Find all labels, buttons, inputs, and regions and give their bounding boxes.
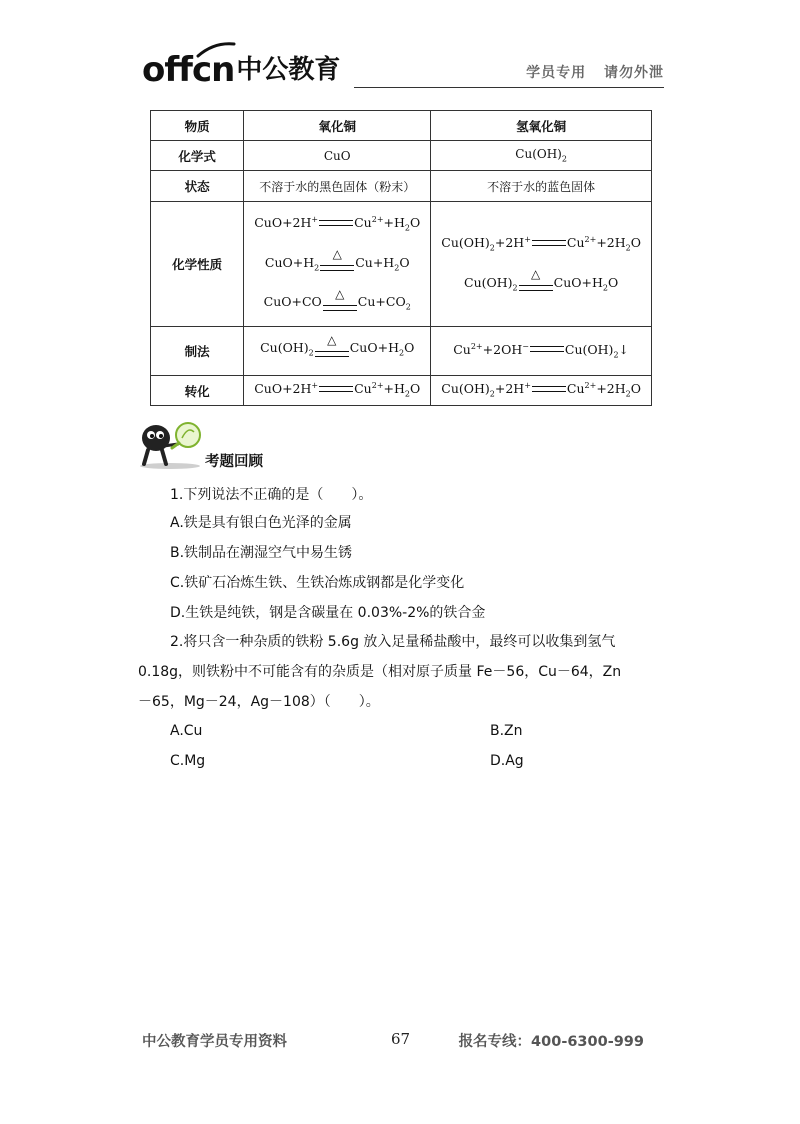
table-row-conversion bbox=[151, 376, 652, 406]
prep-cuoh2 bbox=[431, 327, 652, 376]
col-header-cuo: 氧化铜 bbox=[244, 111, 431, 141]
equation: $CuO+H_2$ △ $Cu+H_2O$ bbox=[264, 247, 410, 273]
copper-compounds-table bbox=[150, 110, 652, 406]
table-row-preparation bbox=[151, 327, 652, 376]
equation: $Cu(OH)_2$ △ $CuO+H_2O$ bbox=[260, 332, 415, 358]
equation: $Cu^{2+}+2OH^-$ $Cu(OH)_2↓$ bbox=[453, 341, 630, 360]
footer-hotline: 报名专线：400-6300-999 bbox=[458, 1034, 644, 1050]
q2-option-d: D.Ag bbox=[490, 753, 524, 769]
page-number: 67 bbox=[391, 1030, 411, 1048]
header-note-members: 学员专用 bbox=[526, 65, 587, 81]
state-cuo: 不溶于水的黑色固体（粉末） bbox=[244, 171, 431, 202]
equation: $Cu(OH)_2$ △ $CuO+H_2O$ bbox=[464, 267, 619, 293]
header-note bbox=[526, 62, 664, 82]
q2-option-b: B.Zn bbox=[490, 723, 523, 739]
q1-option-a: A.铁是具有银白色光泽的金属 bbox=[170, 515, 352, 531]
header-note-confidential: 请勿外泄 bbox=[604, 65, 664, 81]
logo-swoosh-icon bbox=[196, 40, 236, 60]
col-header-cuoh2: 氢氧化铜 bbox=[431, 111, 652, 141]
q2-option-a: A.Cu bbox=[170, 723, 203, 739]
row-header-preparation: 制法 bbox=[151, 327, 244, 376]
formula-cuo: CuO bbox=[244, 141, 431, 171]
table-row-state bbox=[151, 171, 652, 202]
section-title: 考题回顾 bbox=[205, 454, 263, 470]
row-header-chemical-properties: 化学性质 bbox=[151, 202, 244, 327]
prep-cuo bbox=[244, 327, 431, 376]
equation: $Cu(OH)_2+2H^+$ $Cu^{2+}+2H_2O$ bbox=[441, 381, 641, 399]
state-cuoh2: 不溶于水的蓝色固体 bbox=[431, 171, 652, 202]
equation: $Cu(OH)_2+2H^+$ $Cu^{2+}+2H_2O$ bbox=[441, 234, 641, 253]
conv-cuoh2 bbox=[431, 376, 652, 406]
logo-latin-text: offcn bbox=[142, 50, 235, 90]
col-header-substance: 物质 bbox=[151, 111, 244, 141]
table-header-row bbox=[151, 111, 652, 141]
formula-cuoh2: $Cu(OH)_2$ bbox=[431, 141, 652, 171]
q2-stem-line-2: 0.18g，则铁粉中不可能含有的杂质是（相对原子质量 Fe－56，Cu－64，Zn bbox=[138, 664, 622, 680]
chem-props-cuoh2 bbox=[431, 202, 652, 327]
table-row-formula bbox=[151, 141, 652, 171]
equation: CuO+CO △ $Cu+CO_2$ bbox=[263, 286, 411, 312]
row-header-state: 状态 bbox=[151, 171, 244, 202]
q1-option-d: D.生铁是纯铁，钢是含碳量在 0.03%-2%的铁合金 bbox=[170, 605, 486, 621]
mascot-magnifier-icon bbox=[134, 418, 204, 470]
row-header-conversion: 转化 bbox=[151, 376, 244, 406]
footer-left-text: 中公教育学员专用资料 bbox=[142, 1034, 287, 1050]
row-header-formula: 化学式 bbox=[151, 141, 244, 171]
chem-props-cuo bbox=[244, 202, 431, 327]
q1-option-b: B.铁制品在潮湿空气中易生锈 bbox=[170, 545, 353, 561]
page-header bbox=[142, 40, 664, 90]
q2-stem-line-3: －65，Mg－24，Ag－108）（ ）。 bbox=[138, 694, 380, 710]
brand-logo bbox=[142, 40, 340, 90]
q1-option-c: C.铁矿石冶炼生铁、生铁冶炼成钢都是化学变化 bbox=[170, 575, 465, 591]
conv-cuo bbox=[244, 376, 431, 406]
q1-stem: 1.下列说法不正确的是（ ）。 bbox=[170, 487, 373, 503]
equation: CuO+2H+ $Cu^{2+}+H_2O$ bbox=[254, 215, 421, 233]
q2-stem-line-1: 2.将只含一种杂质的铁粉 5.6g 放入足量稀盐酸中，最终可以收集到氢气 bbox=[170, 634, 616, 650]
table-row-chemical-properties bbox=[151, 202, 652, 327]
q2-option-c: C.Mg bbox=[170, 753, 206, 769]
header-rule bbox=[354, 87, 664, 88]
logo-chinese-text: 中公教育 bbox=[236, 55, 341, 85]
equation: CuO+2H+ $Cu^{2+}+H_2O$ bbox=[254, 381, 421, 399]
